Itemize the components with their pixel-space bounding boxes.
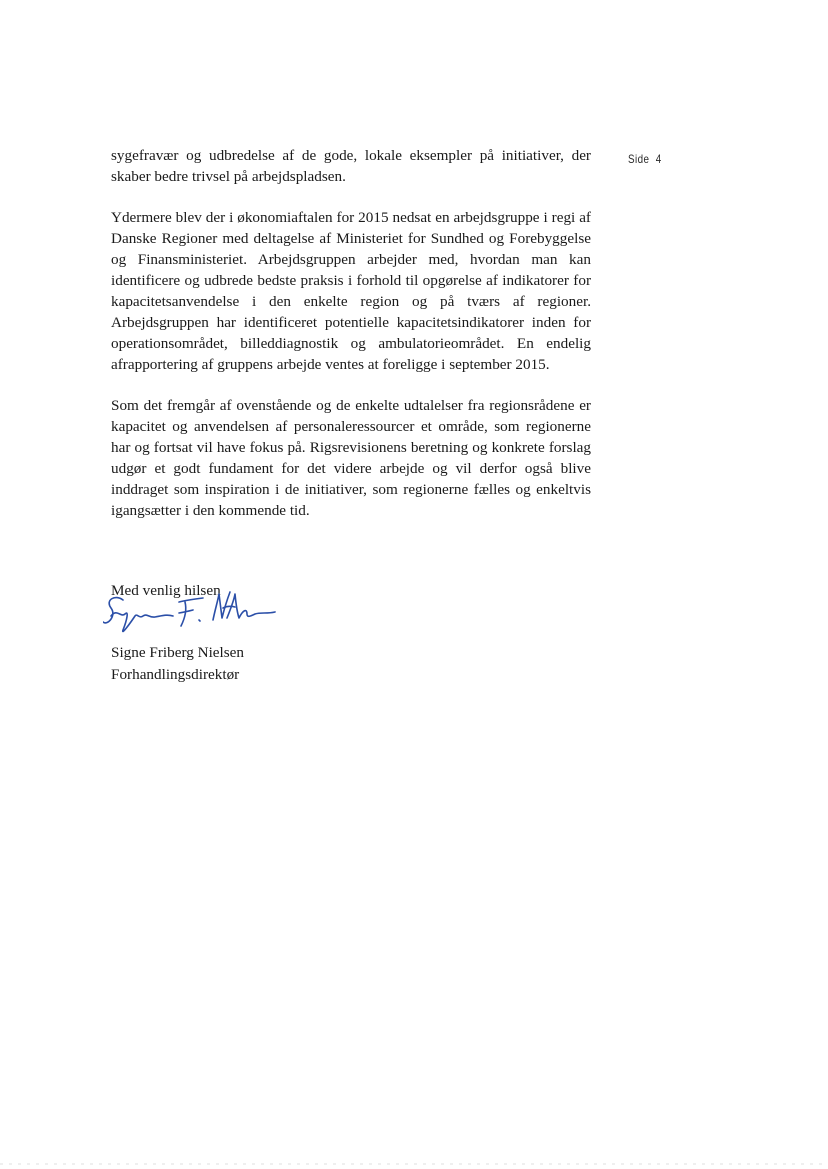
handwritten-signature-icon [103, 586, 278, 638]
greeting: Med venlig hilsen [111, 582, 221, 599]
signatory-title: Forhandlingsdirektør [111, 666, 240, 683]
page-number: Side 4 [628, 152, 662, 166]
paragraph-3: Som det fremgår af ovenstående og de enkelte udtalelser fra regionsrådene er kapacitet og anvendelsen af personaleressourcer et område, som regionerne har og fortsat vil have fokus på. Rigsrevisionens beretning og konkrete forslag udgør et godt fundament for det videre arbejde og vil derfor også blive inddraget som inspiration i de initiativer, som regionerne fælles og enkeltvis igangsætter i den kommende tid. [111, 397, 591, 519]
letter-body [111, 146, 591, 522]
signatory [111, 642, 371, 686]
paragraph-1: sygefravær og udbredelse af de gode, lokale eksempler på initiativer, der skaber bedre trivsel på arbejdspladsen. [111, 147, 591, 185]
signatory-name: Signe Friberg Nielsen [111, 644, 245, 661]
paragraph-2: Ydermere blev der i økonomiaftalen for 2015 nedsat en arbejdsgruppe i regi af Danske Regioner med deltagelse af Ministeriet for Sundhed og Forebyggelse og Finansministeriet. Arbejdsgruppen arbejder med, hvordan man kan identificere og udbrede bedste praksis i forhold til opgørelse af indikatorer for kapacitetsanvendelse i den enkelte region og på tværs af regioner. Arbejdsgruppen har identificeret potentielle kapacitetsindikatorer inden for operationsområdet, billeddiagnostik og ambulatorieområdet. En endelig afrapportering af gruppens arbejde ventes at foreligge i september 2015. [111, 209, 591, 373]
closing-block [111, 580, 371, 683]
scan-edge [0, 1163, 828, 1165]
